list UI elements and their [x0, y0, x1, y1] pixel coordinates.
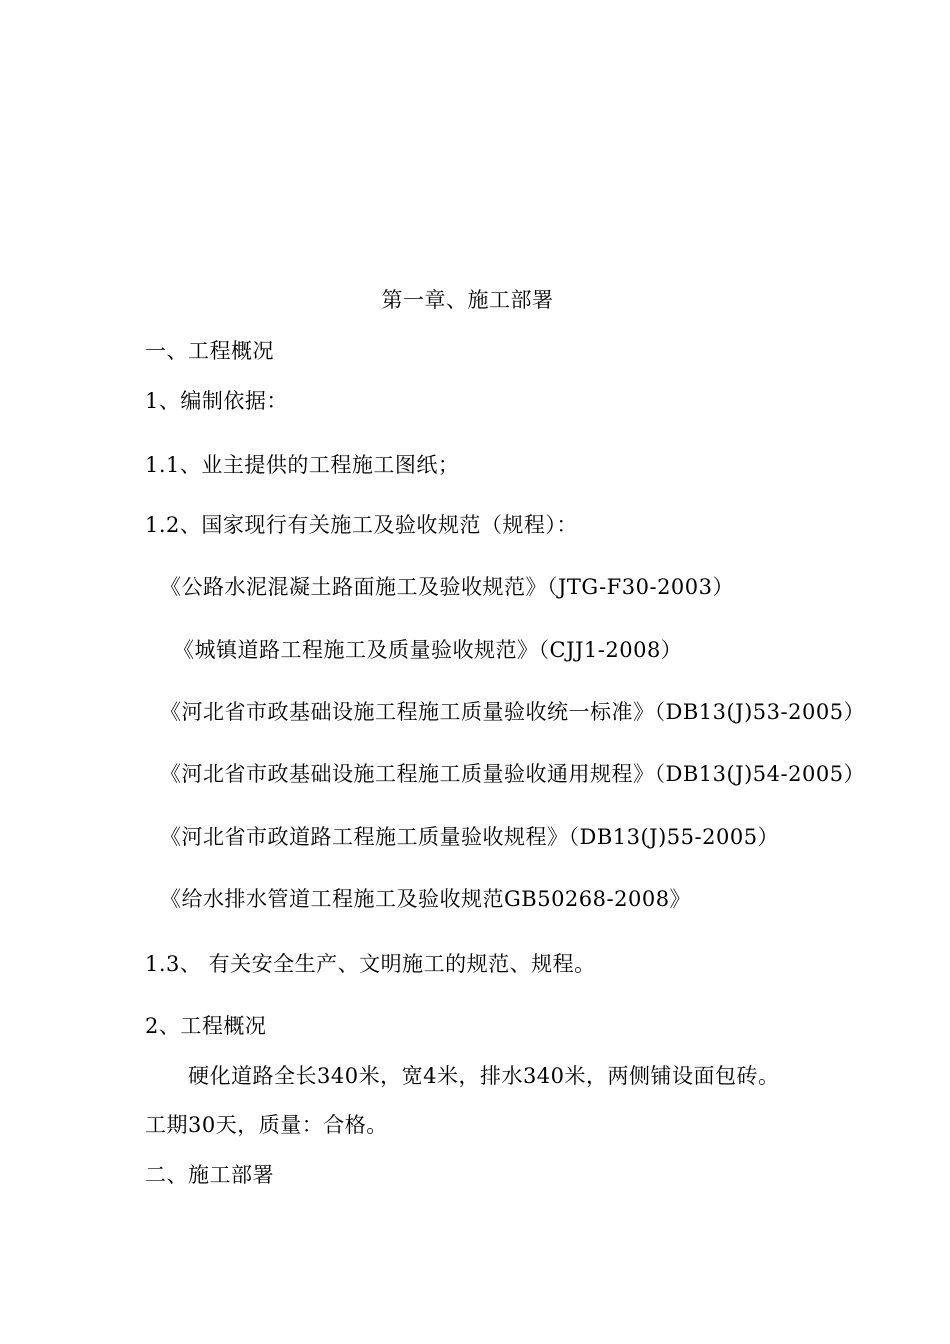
- standard-item-hebei-unified: 《河北省市政基础设施工程施工质量验收统一标准》（DB13(J)53-2005）: [160, 700, 866, 724]
- section-heading-construction-deployment: 二、施工部署: [145, 1163, 274, 1187]
- subheading-basis: 1、编制依据：: [145, 389, 288, 413]
- overview-paragraph-continued: 工期30天，质量：合格。: [145, 1113, 388, 1137]
- overview-paragraph: 硬化道路全长340米，宽4米，排水340米，两侧铺设面包砖。: [188, 1064, 780, 1088]
- basis-item-standards: 1.2、国家现行有关施工及验收规范（规程）：: [145, 513, 578, 537]
- standard-item-drainage-pipe: 《给水排水管道工程施工及验收规范GB50268-2008》: [160, 887, 692, 911]
- standard-item-highway-concrete: 《公路水泥混凝土路面施工及验收规范》（JTG-F30-2003）: [160, 575, 735, 599]
- chapter-title: 第一章、施工部署: [381, 288, 554, 312]
- standard-item-hebei-road: 《河北省市政道路工程施工质量验收规程》（DB13(J)55-2005）: [160, 825, 780, 849]
- basis-item-safety: 1.3、 有关安全生产、文明施工的规范、规程。: [145, 952, 596, 976]
- standard-item-urban-road: 《城镇道路工程施工及质量验收规范》（CJJ1-2008）: [173, 638, 683, 662]
- subheading-project-overview: 2、工程概况: [145, 1014, 267, 1038]
- section-heading-project-overview: 一、工程概况: [145, 339, 274, 363]
- basis-item-drawings: 1.1、业主提供的工程施工图纸；: [145, 453, 460, 477]
- standard-item-hebei-general: 《河北省市政基础设施工程施工质量验收通用规程》（DB13(J)54-2005）: [160, 762, 866, 786]
